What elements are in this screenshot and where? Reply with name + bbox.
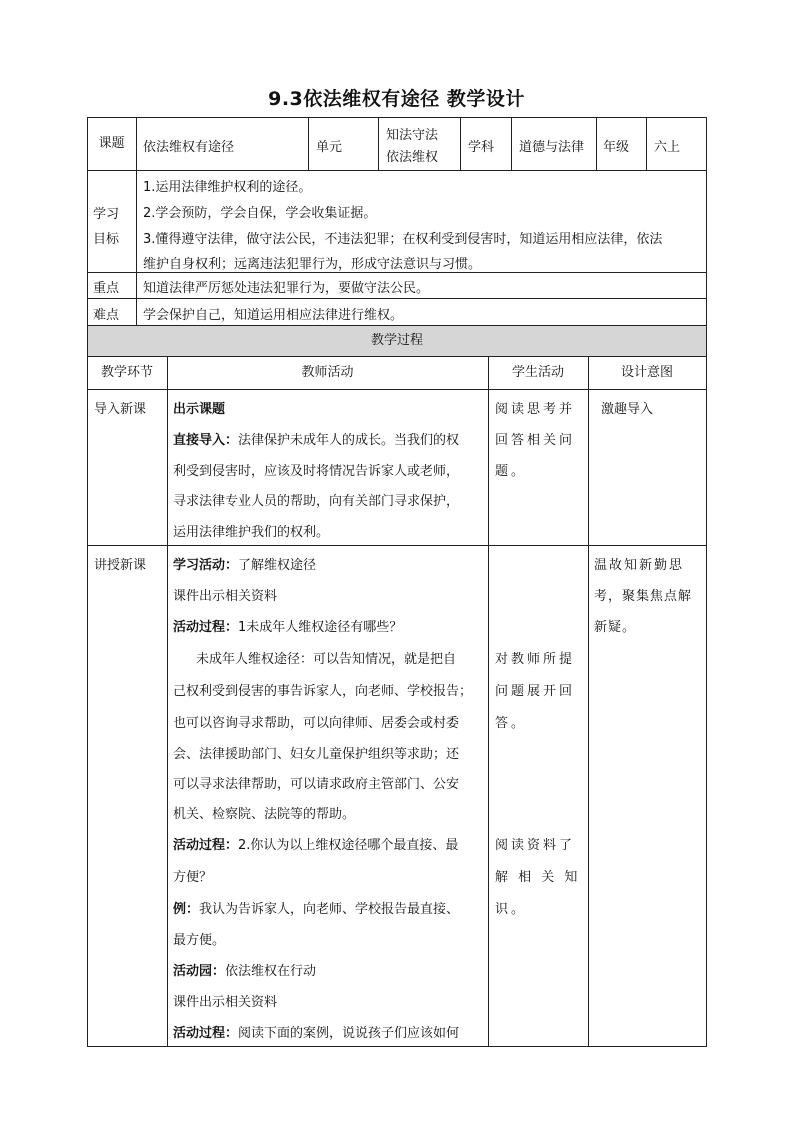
- difficulty-text: 学会保护自己，知道运用相应法律进行维权。: [143, 308, 404, 323]
- lead-bold: 直接导入：: [173, 433, 239, 448]
- header-stage: 教学环节: [100, 364, 153, 380]
- difficulty-label: 难点: [93, 308, 120, 323]
- activity-text: 了解维权途径: [238, 558, 317, 573]
- student-line: 题。: [495, 464, 528, 479]
- process-bold: 活动过程：: [173, 620, 239, 635]
- unit-label: 单元: [316, 140, 343, 155]
- unit-value-line1: 知法守法: [386, 128, 439, 143]
- activity-garden: [173, 960, 316, 979]
- table-border: [87, 117, 707, 118]
- process-step-3: [173, 1022, 459, 1041]
- topic-value: 依法维权有途径: [143, 140, 235, 155]
- courseware-note: 课件出示相关资料: [173, 589, 278, 604]
- intent-line: 考，聚集焦点解: [594, 589, 693, 604]
- example-line: [173, 898, 459, 917]
- table-border: [308, 117, 309, 170]
- intent-line: 新疑。: [594, 620, 637, 635]
- student-line: 问题展开回: [495, 684, 576, 699]
- answer-line: 也可以咨询寻求帮助，可以向律师、居委会或村委: [173, 716, 460, 731]
- garden-text: 依法维权在行动: [225, 964, 317, 979]
- process-step-1: [173, 616, 402, 635]
- process-bold: 活动过程：: [173, 838, 239, 853]
- intent-line: 温故知新勤思: [594, 558, 685, 573]
- stage-intro: 导入新课: [94, 402, 147, 417]
- student-line: 答。: [495, 716, 528, 731]
- courseware-note: 课件出示相关资料: [173, 995, 278, 1010]
- student-line: 阅读资料了: [495, 838, 576, 853]
- student-line: 阅读思考并: [495, 402, 576, 417]
- table-border: [378, 117, 379, 170]
- unit-value-line2: 依法维权: [386, 150, 439, 165]
- document-title: 9.3依法维权有途径 教学设计: [268, 88, 525, 110]
- key-point-text: 知道法律严厉惩处违法犯罪行为，要做守法公民。: [143, 281, 430, 296]
- teacher-line: 运用法律维护我们的权利。: [173, 525, 330, 540]
- topic-label: 课题: [98, 135, 125, 151]
- table-border: [488, 356, 489, 1046]
- goal-line: 1.运用法律维护权利的途径。: [143, 180, 312, 195]
- table-border: [87, 117, 88, 1047]
- table-border: [460, 117, 461, 170]
- header-teacher-activity: 教师活动: [301, 364, 354, 380]
- answer-line: 己权利受到侵害的事告诉家人，向老师、学校报告；: [173, 684, 473, 699]
- learning-activity: [173, 554, 316, 573]
- header-design-intent: 设计意图: [620, 364, 673, 380]
- teacher-heading: 出示课题: [173, 402, 226, 417]
- example-line-cont: 最方便。: [173, 933, 226, 948]
- student-line: 回答相关问: [495, 433, 576, 448]
- process-text: 阅读下面的案例，说说孩子们应该如何: [238, 1026, 460, 1041]
- goals-label-line2: 目标: [93, 232, 120, 247]
- goal-line: 维护自身权利；远离违法犯罪行为，形成守法意识与习惯。: [143, 257, 482, 272]
- header-student-activity: 学生活动: [511, 364, 564, 380]
- goal-line: 2.学会预防，学会自保，学会收集证据。: [143, 206, 377, 221]
- table-border: [87, 545, 707, 546]
- teacher-line: 寻求法律专业人员的帮助，向有关部门寻求保护，: [173, 494, 460, 509]
- table-border: [596, 117, 597, 170]
- garden-bold: 活动园：: [173, 964, 226, 979]
- answer-line: 会、法律援助部门、妇女儿童保护组织等求助；还: [173, 747, 460, 762]
- intent-intro: 激趣导入: [601, 402, 654, 417]
- key-point-label: 重点: [93, 281, 120, 296]
- table-border: [87, 298, 707, 299]
- table-border: [511, 117, 512, 170]
- grade-value: 六上: [654, 140, 681, 155]
- answer-line: 可以寻求法律帮助，可以请求政府主管部门、公安: [173, 777, 460, 792]
- table-border: [87, 389, 707, 390]
- process-bold: 活动过程：: [173, 1026, 239, 1041]
- table-border: [87, 272, 707, 273]
- process-step-2: [173, 834, 458, 853]
- stage-teach: 讲授新课: [94, 558, 147, 573]
- table-border: [87, 170, 707, 171]
- table-border: [706, 117, 707, 1047]
- table-border: [646, 117, 647, 170]
- process-banner: 教学过程: [88, 326, 706, 356]
- goal-line: 3.懂得遵守法律，做守法公民，不违法犯罪；在权利受到侵害时，知道运用相应法律，依法: [143, 232, 663, 247]
- teacher-line: 利受到侵害时，应该及时将情况告诉家人或老师，: [173, 464, 460, 479]
- process-text: 1未成年人维权途径有哪些？: [238, 620, 403, 635]
- lead-text: 法律保护未成年人的成长。当我们的权: [238, 433, 460, 448]
- table-border: [588, 356, 589, 1046]
- student-line: 对教师所提: [495, 652, 576, 667]
- answer-line: 未成年人维权途径：可以告知情况，就是把自: [196, 652, 457, 667]
- grade-label: 年级: [603, 140, 630, 155]
- activity-bold: 学习活动：: [173, 558, 239, 573]
- process-text: 2.你认为以上维权途径哪个最直接、最: [238, 838, 459, 853]
- subject-label: 学科: [468, 140, 495, 155]
- goals-label-line1: 学习: [93, 207, 120, 222]
- example-bold: 例：: [173, 902, 200, 917]
- subject-value: 道德与法律: [519, 140, 585, 155]
- answer-line: 机关、检察院、法院等的帮助。: [173, 807, 356, 822]
- student-line: 解 相 关 知: [495, 870, 581, 885]
- example-text: 我认为告诉家人，向老师、学校报告最直接、: [199, 902, 460, 917]
- table-border: [136, 117, 137, 325]
- table-border: [167, 356, 168, 1046]
- student-line: 识。: [495, 902, 528, 917]
- process-step-2-cont: 方便？: [173, 870, 213, 885]
- teacher-lead: [173, 429, 459, 448]
- table-border: [87, 1046, 707, 1047]
